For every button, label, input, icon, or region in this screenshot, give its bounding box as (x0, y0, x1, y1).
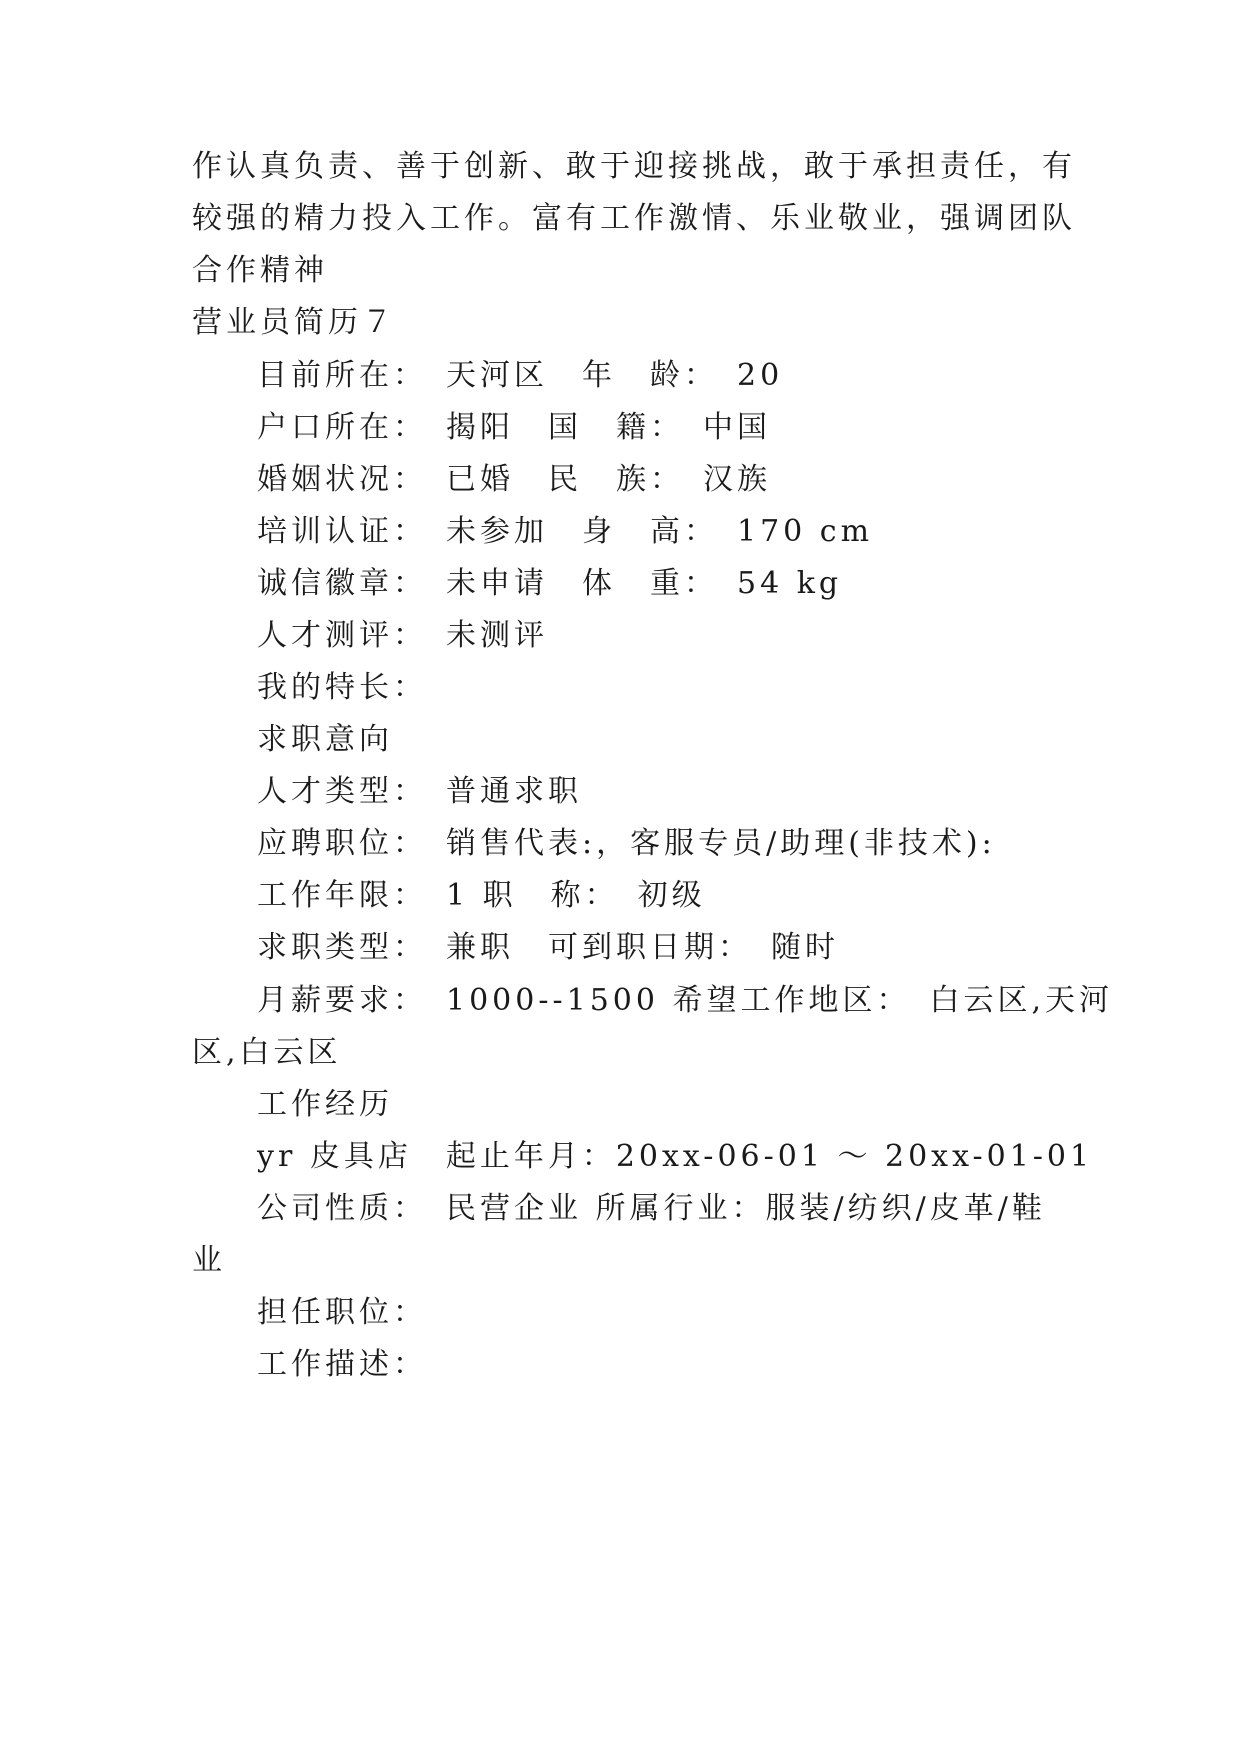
section-heading: 工作经历 (257, 1087, 393, 1122)
text-line: 月薪要求： 1000--1500 希望工作地区： 白云区,天河 (257, 983, 1114, 1018)
text-line: 诚信徽章： 未申请 体 重： 54 kg (257, 566, 843, 601)
section-heading: 求职意向 (257, 722, 393, 757)
text-line: 业 (192, 1243, 226, 1278)
text-line: 目前所在： 天河区 年 龄： 20 (257, 358, 784, 393)
text-line: 区,白云区 (192, 1035, 342, 1070)
text-line: 较强的精力投入工作。富有工作激情、乐业敬业，强调团队 (192, 201, 1076, 236)
text-line: 工作描述： (257, 1347, 427, 1382)
text-line: 作认真负责、善于创新、敢于迎接挑战，敢于承担责任，有 (192, 149, 1076, 184)
text-line: 合作精神 (192, 253, 328, 288)
text-line: yr 皮具店 起止年月：20xx-06-01 ～ 20xx-01-01 (257, 1139, 1094, 1174)
text-line: 人才类型： 普通求职 (257, 774, 582, 809)
text-line: 担任职位： (257, 1295, 427, 1330)
text-line: 培训认证： 未参加 身 高： 170 cm (257, 514, 874, 549)
text-line: 工作年限： 1 职 称： 初级 (257, 878, 706, 913)
text-line: 应聘职位： 销售代表:，客服专员/助理(非技术): (257, 826, 996, 861)
text-line: 人才测评： 未测评 (257, 618, 548, 653)
text-line: 公司性质： 民营企业 所属行业：服装/纺织/皮革/鞋 (257, 1191, 1046, 1226)
text-line: 婚姻状况： 已婚 民 族： 汉族 (257, 462, 771, 497)
text-line: 我的特长： (257, 670, 427, 705)
section-title: 营业员简历７ (192, 305, 396, 340)
text-line: 户口所在： 揭阳 国 籍： 中国 (257, 410, 771, 445)
text-line: 求职类型： 兼职 可到职日期： 随时 (257, 930, 839, 965)
